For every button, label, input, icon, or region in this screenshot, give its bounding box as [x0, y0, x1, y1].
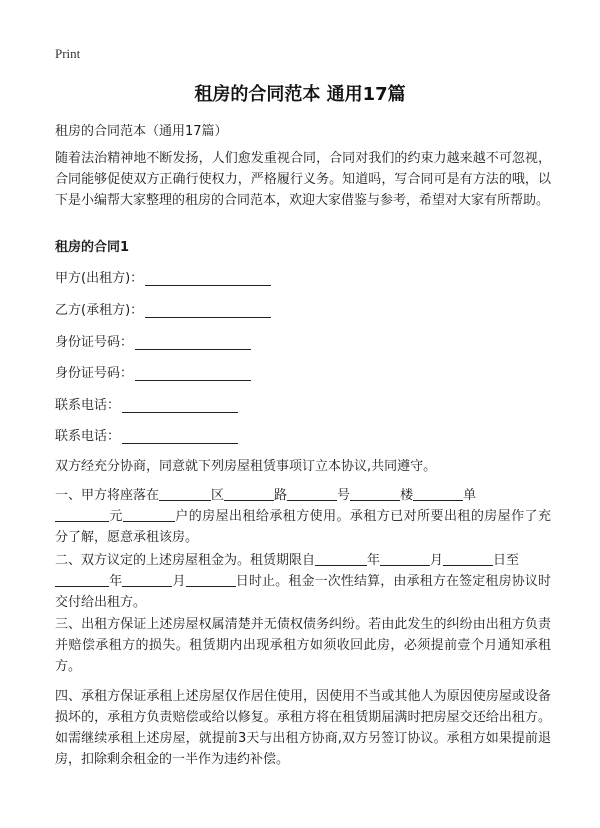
- road-blank: [224, 487, 274, 501]
- print-link[interactable]: Print: [55, 46, 81, 61]
- clause-2-text-3: 月: [430, 553, 444, 568]
- district-blank: [159, 487, 211, 501]
- id-b-field: [55, 362, 251, 381]
- phone-b-blank: [122, 429, 238, 444]
- building-blank: [350, 487, 400, 501]
- end-month-blank: [122, 573, 172, 587]
- phone-b-label: 联系电话：: [55, 429, 121, 444]
- clause-1-paragraph: [55, 485, 551, 548]
- phone-a-label: 联系电话：: [55, 398, 121, 413]
- clause-1-text-1: 一、甲方将座落在: [55, 488, 160, 503]
- intro-paragraph: 随着法治精神地不断发扬，人们愈发重视合同，合同对我们的约束力越来越不可忽视，合同能够促使双方正确行使权力，严格履行义务。知道吗，写合同可是有方法的哦，以下是小编帮大家整理的租房的合同范本，欢迎大家借鉴与参考，希望对大家有所帮助。: [55, 151, 551, 208]
- id-a-label: 身份证号码：: [55, 335, 134, 350]
- clause-3-paragraph: 三、出租方保证上述房屋权属清楚并无债权债务纠纷。若由此发生的纠纷由出租方负责并赔偿承租方的损失。租赁期内出现承租方如须收回此房，必须提前壹个月通知承租方。: [55, 617, 551, 674]
- clause-1-text-2: 区: [211, 488, 225, 503]
- party-a-blank: [145, 271, 271, 286]
- clause-2-text-5: 年: [109, 574, 123, 589]
- clause-2-text-7: 日时止。租金一次性结算，由承租方在签定租房协议时交付给出租方。: [55, 574, 551, 610]
- clause-2-text-1: 二、双方议定的上述房屋租金为。租赁期限自: [55, 553, 316, 568]
- party-a-field: [55, 267, 271, 286]
- clause-1-text-3: 路: [274, 488, 288, 503]
- clause-4-paragraph: 四、承租方保证承租上述房屋仅作居住使用，因使用不当或其他人为原因使房屋或设备损坏的，承租方负责赔偿或给以修复。承租方将在租赁期届满时把房屋交还给出租方。如需继续承租上述房屋，就提前3天与出租方协商,双方另签订协议。承租方如果提前退房，扣除剩余租金的一半作为违约补偿。: [55, 689, 551, 767]
- id-b-label: 身份证号码：: [55, 366, 134, 381]
- start-month-blank: [380, 552, 430, 566]
- unit-blank: [413, 487, 463, 501]
- agreement-paragraph: 双方经充分协商，同意就下列房屋租赁事项订立本协议,共同遵守。: [55, 459, 437, 474]
- clause-2-text-2: 年: [367, 553, 381, 568]
- end-year-blank: [55, 573, 109, 587]
- phone-a-field: [55, 394, 238, 413]
- party-b-field: [55, 299, 271, 318]
- id-a-field: [55, 331, 251, 350]
- id-a-blank: [135, 335, 251, 350]
- clause-1-text-7: 元: [109, 509, 123, 524]
- clause-1-text-8: 户的房屋出租给承租方使用。承租方已对所要出租的房屋作了充分了解，愿意承租该房。: [55, 509, 551, 545]
- clause-1-text-6: 单: [463, 488, 477, 503]
- clause-2-paragraph: [55, 550, 551, 613]
- clause-2-text-6: 月: [172, 574, 186, 589]
- clause-1-text-5: 楼: [400, 488, 414, 503]
- unit-continued-blank: [55, 508, 109, 522]
- room-blank: [123, 508, 175, 522]
- clause-1-text-4: 号: [337, 488, 351, 503]
- id-b-blank: [135, 366, 251, 381]
- party-b-blank: [145, 303, 271, 318]
- number-blank: [287, 487, 337, 501]
- section-heading: 租房的合同1: [55, 240, 130, 255]
- party-b-label: 乙方(承租方)：: [55, 303, 144, 318]
- phone-b-field: [55, 425, 238, 444]
- phone-a-blank: [122, 398, 238, 413]
- start-day-blank: [443, 552, 493, 566]
- clause-2-text-4: 日至: [493, 553, 520, 568]
- party-a-label: 甲方(出租方)：: [55, 271, 144, 286]
- document-subtitle: 租房的合同范本（通用17篇）: [55, 124, 228, 139]
- document-title: 租房的合同范本 通用17篇: [194, 84, 406, 105]
- end-day-blank: [186, 573, 236, 587]
- start-year-blank: [315, 552, 367, 566]
